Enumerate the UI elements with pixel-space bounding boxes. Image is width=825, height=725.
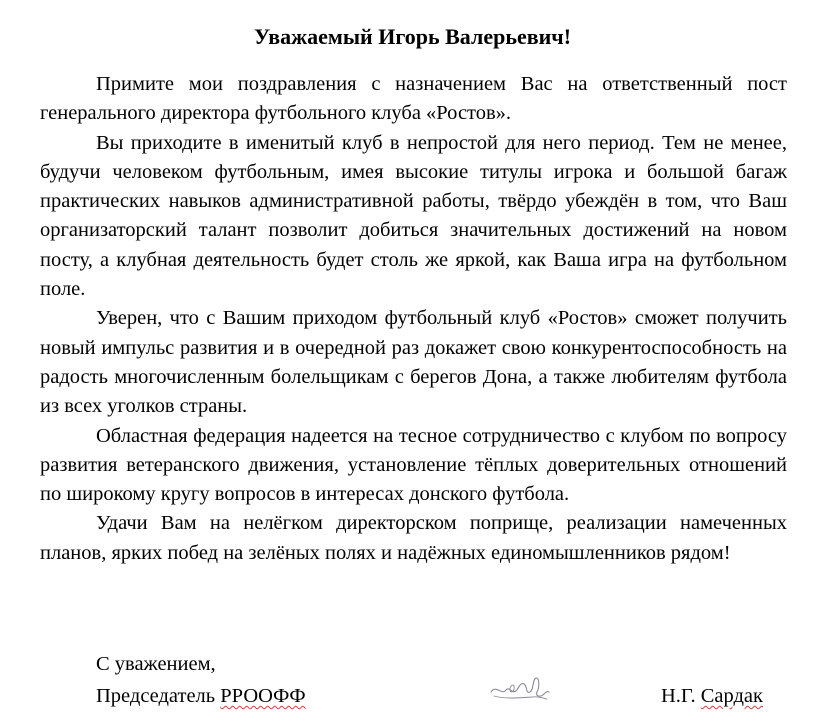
paragraph-cooperation: Областная федерация надеется на тесное сотрудничество с клубом по вопросу развития ветеранского движения, установление тёплых доверительных отношений по широкому кругу вопросов в интересах донского футбола. <box>40 424 787 506</box>
signature-stroke-main <box>491 678 549 696</box>
organization-name: РРООФФ <box>220 685 306 707</box>
paragraph-wishes: Удачи Вам на нелёгком директорском поприще, реализации намеченных планов, ярких побед на зелёных полях и надёжных единомышленников рядом! <box>40 512 787 564</box>
letter-title: Уважаемый Игорь Валерьевич! <box>253 24 572 49</box>
paragraph-club-period: Вы приходите в именитый клуб в непростой для него период. Тем не менее, будучи человеком футбольным, имея высокие титулы игрока и большой багаж практических навыков административной работы, твёрдо убеждён в том, что Ваш организаторский талант позволит добиться значительных достижений на новом посту, а клубная деятельность будет столь же яркой, как Ваша игра на футбольном поле. <box>40 131 787 301</box>
closing-position <box>96 680 306 712</box>
signer-surname: Сардак <box>700 685 763 707</box>
signer-initials: Н.Г. <box>661 685 701 707</box>
paragraph-new-impulse: Уверен, что с Вашим приходом футбольный клуб «Ростов» сможет получить новый импульс развития и в очередной раз докажет свою конкурентоспособность на радость многочисленным болельщикам с берегов Дона, а также любителям футбола из всех уголков страны. <box>40 307 787 418</box>
closing-block <box>96 648 306 712</box>
letter-body <box>40 70 787 568</box>
position-prefix: Председатель <box>96 685 221 707</box>
signer-name <box>661 680 763 712</box>
paragraph-congratulations: Примите мои поздравления с назначением Вас на ответственный пост генерального директора футбольного клуба «Ростов». <box>40 73 787 125</box>
handwritten-signature <box>488 672 550 704</box>
closing-regards: С уважением, <box>96 653 216 675</box>
